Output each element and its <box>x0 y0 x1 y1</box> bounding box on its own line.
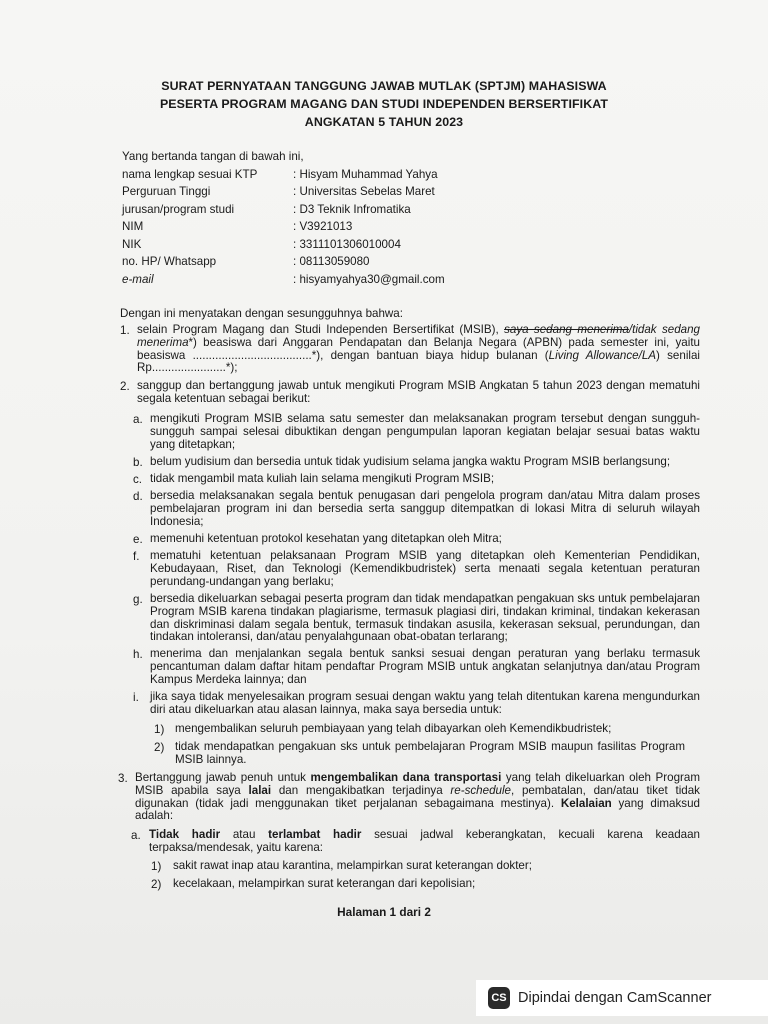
item-letter: f. <box>133 550 140 563</box>
sub-item-text: mengembalikan seluruh pembiayaan yang telah dibayarkan oleh Kemendikbudristek; <box>175 722 612 735</box>
item-text: bersedia dikeluarkan sebagai peserta program dan tidak mendapatkan pengakuan sks untuk pembelajaran Program MSIB karena tindakan plagiarisme, termasuk plagiasi diri, tindakan kriminal, tindakan kekerasan dan diskriminasi dalam segala bentuk, termasuk tindakan asusila, kekerasan seksual, perundungan, dan tindakan intoleransi, dan/atau penyalahgunaan obat-obatan terlarang; <box>150 592 700 644</box>
identity-label: nama lengkap sesuai KTP <box>122 168 258 181</box>
item-text: bersedia melaksanakan segala bentuk penugasan dari pengelola program dan/atau Mitra dalam proses pembelajaran program ini dan bersedia serta sanggup ditempatkan di lokasi Mitra di seluruh wilayah Indonesia; <box>150 489 700 528</box>
identity-value: : Hisyam Muhammad Yahya <box>293 168 438 181</box>
item-letter: c. <box>133 473 143 486</box>
identity-label: jurusan/program studi <box>122 203 235 216</box>
identity-value: : 3311101306010004 <box>293 238 401 251</box>
identity-value: : Universitas Sebelas Maret <box>293 185 435 198</box>
item-text: tidak mengambil mata kuliah lain selama mengikuti Program MSIB; <box>150 472 495 485</box>
item-letter: a. <box>133 413 143 426</box>
item-text: menerima dan menjalankan segala bentuk sanksi sesuai dengan peraturan yang berlaku termasuk pencantuman dalam daftar hitam pendaftar Program MSIB untuk angkatan selanjutnya dan/atau Program Kampus Merdeka lainnya; dan <box>150 647 700 686</box>
identity-label: Perguruan Tinggi <box>122 185 211 198</box>
sub-item-text: sakit rawat inap atau karantina, melampirkan surat keterangan dokter; <box>173 859 532 872</box>
camscanner-label: Dipindai dengan CamScanner <box>518 990 712 1006</box>
item-text: memenuhi ketentuan protokol kesehatan yang ditetapkan oleh Mitra; <box>150 532 502 545</box>
sub-item-number: 1) <box>151 860 162 873</box>
document-title-line-2: PESERTA PROGRAM MAGANG DAN STUDI INDEPENDEN BERSERTIFIKAT <box>159 97 609 111</box>
item-text: Tidak hadir atau terlambat hadir sesuai jadwal keberangkatan, kecuali karena keadaan terpaksa/mendesak, yaitu karena: <box>149 828 700 854</box>
document-title-line-1: SURAT PERNYATAAN TANGGUNG JAWAB MUTLAK (SPTJM) MAHASISWA <box>161 79 607 93</box>
identity-value: : V3921013 <box>293 220 353 233</box>
item-letter: e. <box>133 533 143 546</box>
item-text: mematuhi ketentuan pelaksanaan Program MSIB yang ditetapkan oleh Kementerian Pendidikan, Kebudayaan, Riset, dan Teknologi (Kemendikbudristek) serta menaati segala ketentuan peraturan perundang-undangan yang berlaku; <box>150 549 700 588</box>
camscanner-logo-icon: CS <box>488 987 510 1009</box>
sub-item-number: 2) <box>151 878 162 891</box>
item-letter: h. <box>133 648 143 661</box>
identity-value: : D3 Teknik Infromatika <box>293 203 411 216</box>
item-letter: a. <box>131 829 141 842</box>
identity-value: : 08113059080 <box>293 255 370 268</box>
identity-label: NIM <box>122 220 144 233</box>
item-letter: d. <box>133 490 143 503</box>
statement-intro: Dengan ini menyatakan dengan sesungguhnya bahwa: <box>120 307 403 320</box>
document-title-line-3: ANGKATAN 5 TAHUN 2023 <box>304 115 464 129</box>
point-number: 2. <box>120 380 130 393</box>
point-3-text: Bertanggung jawab penuh untuk mengembalikan dana transportasi yang telah dikeluarkan oleh Program MSIB apabila saya lalai dan mengakibatkan terjadinya re-schedule, pembatalan, dan/atau tiket tidak digunakan (tidak jadi menggunakan tiket perjalanan sebagaimana mestinya). Kelalaian yang dimaksud adalah: <box>135 771 700 823</box>
page-number: Halaman 1 dari 2 <box>337 905 431 919</box>
item-letter: g. <box>133 593 143 606</box>
intro-text: Yang bertanda tangan di bawah ini, <box>122 150 304 163</box>
camscanner-watermark <box>476 980 768 1016</box>
point-1-text: selain Program Magang dan Studi Independen Bersertifikat (MSIB), saya sedang menerima/tidak sedang menerima*) beasiswa dari Anggaran Pendapatan dan Belanja Negara (APBN) pada semester ini, yaitu beasiswa .....................................*), dengan bantuan biaya hidup bulanan (Living Allowance/LA) senilai Rp.......................*); <box>137 323 701 375</box>
sub-item-number: 1) <box>154 723 165 736</box>
item-letter: b. <box>133 456 143 469</box>
point-number: 1. <box>120 324 130 337</box>
sub-item-text: tidak mendapatkan pengakuan sks untuk pembelajaran Program MSIB maupun fasilitas Program MSIB lainnya. <box>175 740 685 766</box>
identity-value: : hisyamyahya30@gmail.com <box>293 273 445 286</box>
identity-label: no. HP/ Whatsapp <box>122 255 217 268</box>
item-text: belum yudisium dan bersedia untuk tidak yudisium selama jangka waktu Program MSIB berlangsung; <box>150 455 671 468</box>
item-text: mengikuti Program MSIB selama satu semester dan melaksanakan program tersebut dengan sungguh-sungguh sampai selesai dibuktikan dengan pengumpulan laporan kegiatan belajar sesuai batas waktu yang ditetapkan; <box>150 412 700 451</box>
item-text: jika saya tidak menyelesaikan program sesuai dengan waktu yang telah ditentukan karena mengundurkan diri atau dikeluarkan atau alasan lainnya, maka saya bersedia untuk: <box>150 690 700 716</box>
sub-item-number: 2) <box>154 741 165 754</box>
item-letter: i. <box>133 691 139 704</box>
point-2-text: sanggup dan bertanggung jawab untuk mengikuti Program MSIB Angkatan 5 tahun 2023 dengan mematuhi segala ketentuan sebagai berikut: <box>137 379 700 405</box>
identity-label: NIK <box>122 238 142 251</box>
identity-label: e-mail <box>122 273 154 286</box>
point-number: 3. <box>118 772 128 785</box>
sub-item-text: kecelakaan, melampirkan surat keterangan dari kepolisian; <box>173 877 476 890</box>
